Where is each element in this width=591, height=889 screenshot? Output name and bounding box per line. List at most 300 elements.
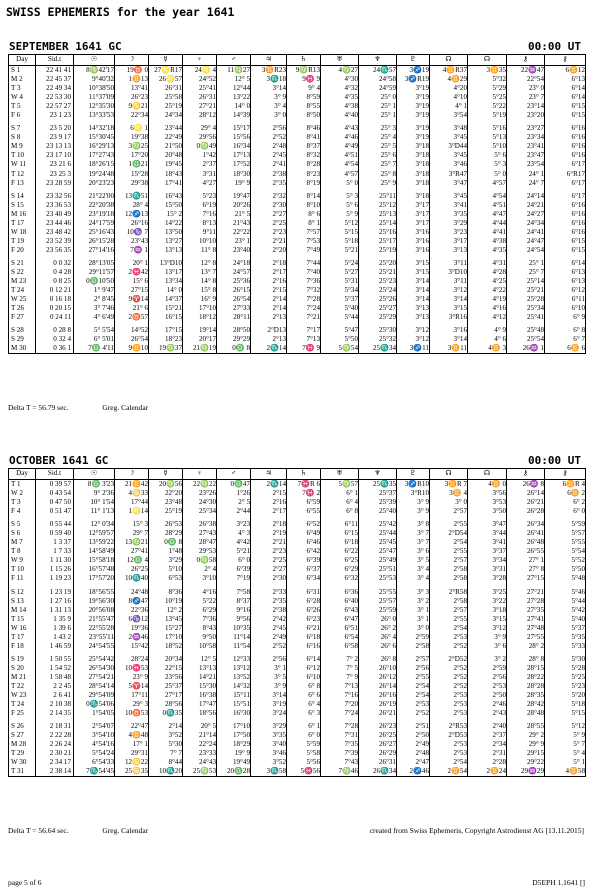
cell-jupiter: 2°18 <box>251 516 287 529</box>
calendar-note: Greg. Calendar <box>102 826 149 835</box>
cell-mercury: 22°20 <box>149 489 183 498</box>
cell-neptune: 25°45 <box>359 538 397 547</box>
cell-moon: 6♌ 1 <box>115 120 149 133</box>
cell-uranus: 7°43 <box>321 758 359 767</box>
cell-jupiter: 3°14 <box>251 84 287 93</box>
cell-saturn: 8°46 <box>287 120 321 133</box>
cell-moon: 21° 6 <box>115 304 149 313</box>
cell-mercury: 5°30 <box>149 740 183 749</box>
cell-jupiter: 2°17 <box>251 268 287 277</box>
cell-ext: 6°16 <box>545 142 586 151</box>
cell-ext: 5°15 <box>545 709 586 718</box>
cell-node-true: 3°47 <box>430 179 468 188</box>
cell-sid: 0 59 40 <box>36 529 74 538</box>
cell-moon: 9♊10 <box>115 344 149 354</box>
cell-venus: 29° 4 <box>183 120 217 133</box>
cell-pluto: 3°19 <box>397 102 430 111</box>
cell-venus: 28°47 <box>183 538 217 547</box>
cell-mars: 14°32 <box>217 682 251 691</box>
cell-node-true: 2°55 <box>430 547 468 556</box>
cell-jupiter: 2°16 <box>251 277 287 286</box>
cell-sid: 2 38 14 <box>36 767 74 777</box>
cell-sid: 1 46 59 <box>36 642 74 651</box>
cell-node-true: 3°11 <box>430 255 468 268</box>
cell-pluto: 3° 4 <box>397 574 430 583</box>
cell-moon: 13°41 <box>115 84 149 93</box>
table-row <box>9 606 586 615</box>
cell-pluto: 3°14 <box>397 295 430 304</box>
cell-jupiter: 2°21 <box>251 538 287 547</box>
cell-mercury: 6°53 <box>149 574 183 583</box>
cell-day: W 18 <box>11 227 27 236</box>
cell-saturn: 6° 1 <box>287 718 321 731</box>
cell-moon: 10♏40 <box>115 574 149 583</box>
cell-mars: 10°35 <box>217 624 251 633</box>
cell-moon: 19°36 <box>115 624 149 633</box>
october-footer <box>8 826 584 835</box>
cell-sun: 8♍42'17 <box>74 66 115 76</box>
column-header-ext: ⚷ <box>545 469 586 480</box>
cell-moon: 15° 6 <box>115 277 149 286</box>
cell-ext: 6♊ 6 <box>545 344 586 354</box>
cell-pluto: 3° 1 <box>397 615 430 624</box>
cell-mercury: 20°34 <box>149 651 183 664</box>
cell-moon: 29°38 <box>115 179 149 188</box>
cell-pluto: 2°49 <box>397 740 430 749</box>
cell-mars: 21° 5 <box>217 210 251 219</box>
cell-sid: 1 43 2 <box>36 633 74 642</box>
cell-venus: 19°14 <box>183 322 217 335</box>
cell-sun: 2°54'07 <box>74 718 115 731</box>
column-header-neptune: ♆ <box>359 469 397 480</box>
cell-ext: 5°18 <box>545 700 586 709</box>
cell-venus: 12° 8 <box>183 255 217 268</box>
cell-sid: 23 21 6 <box>36 160 74 169</box>
cell-pluto: 2°56 <box>397 664 430 673</box>
cell-day: W 23 <box>11 691 27 700</box>
table-row <box>9 673 586 682</box>
cell-node-mean: 3°18 <box>468 606 507 615</box>
column-header-venus: ♀ <box>183 469 217 480</box>
cell-moon: 29°31 <box>115 749 149 758</box>
cell-moon: 22°34 <box>115 111 149 120</box>
cell-sid: 23 36 53 <box>36 201 74 210</box>
cell-uranus: 7°16 <box>321 691 359 700</box>
cell-saturn: 7°40 <box>287 268 321 277</box>
cell-sid: 0 32 4 <box>36 335 74 344</box>
cell-pluto: 3°14 <box>397 286 430 295</box>
cell-saturn: 7°49 <box>287 246 321 255</box>
cell-moon: 4♋33 <box>115 489 149 498</box>
cell-venus: 2° 4 <box>183 565 217 574</box>
cell-uranus: 6°54 <box>321 633 359 642</box>
column-header-pluto: ♇ <box>397 469 430 480</box>
cell-day: T 17 <box>11 218 25 227</box>
cell-mars: 17°10 <box>217 718 251 731</box>
cell-node-true: 2°53 <box>430 749 468 758</box>
cell-node-true: 2°53 <box>430 740 468 749</box>
cell-mercury: 20♍56 <box>149 480 183 490</box>
column-header-mercury: ☿ <box>149 55 183 66</box>
cell-saturn: 6°37 <box>287 565 321 574</box>
cell-mars: 24°18 <box>217 255 251 268</box>
cell-mercury: 23°48 <box>149 498 183 507</box>
cell-uranus: 5°24 <box>321 255 359 268</box>
cell-neptune: 25°11 <box>359 188 397 201</box>
month-title: SEPTEMBER 1641 GC <box>9 40 122 53</box>
cell-sid: 22 41 41 <box>36 66 74 76</box>
cell-saturn: 7♓ 9 <box>287 344 321 354</box>
cell-neptune: 25°39 <box>359 498 397 507</box>
cell-mars: 7°19 <box>217 574 251 583</box>
cell-uranus: 7°31 <box>321 731 359 740</box>
table-row <box>9 133 586 142</box>
cell-neptune: 25°19 <box>359 246 397 255</box>
cell-sid: 1 7 33 <box>36 547 74 556</box>
cell-mars: 17°52 <box>217 160 251 169</box>
cell-chiron: 25°34 <box>507 304 545 313</box>
cell-day: S 1 <box>11 66 21 74</box>
cell-node-true: 4° 1 <box>430 102 468 111</box>
cell-mercury: 25°37 <box>149 682 183 691</box>
cell-chiron: 23°27 <box>507 120 545 133</box>
cell-day: T 31 <box>9 767 36 777</box>
cell-neptune: 25° 6 <box>359 151 397 160</box>
cell-chiron: 28° 8 <box>507 651 545 664</box>
delta-t: Delta T = 56.79 sec. <box>8 403 69 412</box>
cell-chiron: 29° 2 <box>507 731 545 740</box>
cell-jupiter: 2°19 <box>251 529 287 538</box>
cell-ext: 6°15 <box>545 246 586 255</box>
cell-node-true: 3°45 <box>430 133 468 142</box>
cell-chiron: 27°21 <box>507 584 545 597</box>
cell-sid: 0 28 8 <box>36 322 74 335</box>
cell-ext: 6° 0 <box>545 507 586 516</box>
cell-sid: 2 14 35 <box>36 709 74 718</box>
cell-saturn: 5°56 <box>287 758 321 767</box>
column-header-node-mean: ☊ <box>468 469 507 480</box>
cell-venus: 1°42 <box>183 151 217 160</box>
cell-jupiter: 3°19 <box>251 700 287 709</box>
cell-ext: 5°33 <box>545 642 586 651</box>
cell-venus: 27°21 <box>183 102 217 111</box>
cell-sun: 14°58'49 <box>74 547 115 556</box>
cell-moon: 23° 9 <box>115 673 149 682</box>
cell-chiron: 27° 8 <box>507 565 545 574</box>
cell-sid: 22 57 27 <box>36 102 74 111</box>
cell-ext: 6°15 <box>545 111 586 120</box>
cell-sun: 23°19'18 <box>74 210 115 219</box>
cell-uranus: 6°22 <box>321 547 359 556</box>
cell-uranus: 4°38 <box>321 102 359 111</box>
cell-jupiter: 2°45 <box>251 624 287 633</box>
cell-neptune: 25♏35 <box>359 480 397 490</box>
cell-sun: 22°20'38 <box>74 201 115 210</box>
cell-neptune: 25°27 <box>359 304 397 313</box>
cell-venus: 24♌ 4 <box>183 66 217 76</box>
cell-pluto: 3°19 <box>397 93 430 102</box>
column-header-moon: ☽ <box>115 469 149 480</box>
cell-node-mean: 4°19 <box>468 295 507 304</box>
column-header-sun: ☉ <box>74 55 115 66</box>
cell-ext: 6°13 <box>545 75 586 84</box>
column-header-moon: ☽ <box>115 55 149 66</box>
cell-neptune: 26°31 <box>359 758 397 767</box>
cell-jupiter: 2°33 <box>251 584 287 597</box>
cell-node-true: 3°17 <box>430 237 468 246</box>
cell-jupiter: 2°41 <box>251 160 287 169</box>
cell-node-true: 2°54 <box>430 624 468 633</box>
cell-mars: 22°22 <box>217 228 251 237</box>
cell-chiron: 27°15 <box>507 574 545 583</box>
cell-chiron: 24°34 <box>507 219 545 228</box>
cell-chiron: 28° 2 <box>507 642 545 651</box>
table-row <box>9 160 586 169</box>
cell-day: W 11 <box>11 160 27 169</box>
cell-jupiter: 3° 4 <box>251 102 287 111</box>
cell-uranus: 7°35 <box>321 740 359 749</box>
cell-pluto: 3°17 <box>397 210 430 219</box>
cell-node-true: 2°55 <box>430 516 468 529</box>
cell-mars: 25°36 <box>217 277 251 286</box>
cell-saturn: 6°46 <box>287 538 321 547</box>
cell-neptune: 25° 3 <box>359 120 397 133</box>
cell-ext: 5°52 <box>545 556 586 565</box>
cell-mars: 26°54 <box>217 295 251 304</box>
cell-saturn: 5°58 <box>287 749 321 758</box>
cell-venus: 21♍19 <box>183 344 217 354</box>
cell-sid: 23 25 3 <box>36 170 74 179</box>
credit-line: created from Swiss Ephemeris, Copyright Astrodienst AG [13.11.2015] <box>369 826 584 835</box>
cell-saturn: 6° 4 <box>287 700 321 709</box>
cell-jupiter: 2°27 <box>251 210 287 219</box>
cell-ext: 6°17 <box>545 160 586 169</box>
cell-node-true: 2♊54 <box>430 767 468 777</box>
table-row <box>9 749 586 758</box>
cell-saturn: 7♓ 2 <box>287 489 321 498</box>
cell-day: F 27 <box>11 313 24 322</box>
table-row <box>9 565 586 574</box>
cell-ext: 5°12 <box>545 718 586 731</box>
cell-mars: 11°14 <box>217 633 251 642</box>
cell-mars: 21°43 <box>217 219 251 228</box>
cell-venus: 0♍58 <box>183 556 217 565</box>
cell-node-mean: 4°35 <box>468 246 507 255</box>
cell-venus: 21°14 <box>183 731 217 740</box>
cell-sid: 1 3 37 <box>36 538 74 547</box>
cell-node-mean: 4♊ 3 <box>468 344 507 354</box>
cell-moon: 12♋22 <box>115 758 149 767</box>
cell-mercury: 26°53 <box>149 516 183 529</box>
cell-day: T 24 <box>11 700 25 709</box>
cell-sun: 21°22'00 <box>74 188 115 201</box>
cell-sid: 23 32 56 <box>36 188 74 201</box>
cell-pluto: 3° 9 <box>397 498 430 507</box>
cell-uranus: 6°29 <box>321 565 359 574</box>
cell-venus: 0♍49 <box>183 142 217 151</box>
cell-ext: 5°37 <box>545 624 586 633</box>
cell-chiron: 25°14 <box>507 277 545 286</box>
cell-pluto: 3° 7 <box>397 529 430 538</box>
cell-chiron: 26♒ 8 <box>507 480 545 490</box>
cell-neptune: 25°40 <box>359 507 397 516</box>
cell-neptune: 24°58 <box>359 75 397 84</box>
cell-mercury: 22°49 <box>149 133 183 142</box>
cell-ext: 5°54 <box>545 547 586 556</box>
cell-mars: 8°37 <box>217 597 251 606</box>
cell-sun: 20°23'23 <box>74 179 115 188</box>
cell-sun: 5° 5'54 <box>74 322 115 335</box>
cell-sid: 0 47 50 <box>36 498 74 507</box>
cell-moon: 1♌14 <box>115 507 149 516</box>
cell-pluto: 2°52 <box>397 709 430 718</box>
cell-pluto: 2°57 <box>397 651 430 664</box>
cell-mercury: 26♌57 <box>149 75 183 84</box>
cell-neptune: 26°12 <box>359 673 397 682</box>
cell-moon: 4♊48 <box>115 731 149 740</box>
cell-node-mean: 5° 6 <box>468 151 507 160</box>
cell-chiron: 23°34 <box>507 133 545 142</box>
cell-mercury: 18°43 <box>149 170 183 179</box>
cell-mars: 9°56 <box>217 615 251 624</box>
cell-uranus: 4°54 <box>321 160 359 169</box>
cell-day: M 7 <box>11 538 23 547</box>
cell-uranus: 6°15 <box>321 529 359 538</box>
cell-ext: 5°55 <box>545 538 586 547</box>
cell-node-mean: 5°19 <box>468 111 507 120</box>
table-row <box>9 304 586 313</box>
cell-moon: 25♋35 <box>115 767 149 777</box>
table-header-row <box>9 55 586 66</box>
cell-moon: 17° 1 <box>115 740 149 749</box>
cell-neptune: 26°14 <box>359 682 397 691</box>
cell-moon: 28°24 <box>115 651 149 664</box>
cell-node-true: 2°53 <box>430 633 468 642</box>
cell-chiron: 26°34 <box>507 516 545 529</box>
cell-chiron: 25°28 <box>507 295 545 304</box>
cell-neptune: 26° 8 <box>359 651 397 664</box>
cell-mars: 13°52 <box>217 673 251 682</box>
cell-mars: 13°22 <box>217 93 251 102</box>
cell-moon: 7♒ 1 <box>115 246 149 255</box>
cell-node-mean: 5°10 <box>468 142 507 151</box>
cell-sun: 26°15'28 <box>74 237 115 246</box>
cell-neptune: 25°14 <box>359 219 397 228</box>
cell-neptune: 25° 5 <box>359 142 397 151</box>
cell-node-mean: 2°53 <box>468 682 507 691</box>
cell-mercury: 21°50 <box>149 142 183 151</box>
cell-mercury: 5°10 <box>149 565 183 574</box>
cell-sun: 12° 0'34 <box>74 516 115 529</box>
cell-saturn: 6°31 <box>287 584 321 597</box>
cell-jupiter: 3♏58 <box>251 767 287 777</box>
cell-chiron: 22♒47 <box>507 66 545 76</box>
cell-ext: 5°57 <box>545 529 586 538</box>
month-time: 00:00 UT <box>528 40 581 53</box>
cell-node-true: 3°R16 <box>430 313 468 322</box>
cell-chiron: 25°54 <box>507 335 545 344</box>
cell-sun: 17°27'43 <box>74 151 115 160</box>
cell-moon: 24°48 <box>115 584 149 597</box>
cell-moon: 26°54 <box>115 335 149 344</box>
cell-mars: 17°13 <box>217 151 251 160</box>
cell-sun: 21°55'47 <box>74 615 115 624</box>
cell-uranus: 5°50 <box>321 335 359 344</box>
cell-chiron: 26°28 <box>507 507 545 516</box>
cell-sid: 23 48 42 <box>36 228 74 237</box>
cell-day: W 9 <box>11 556 23 565</box>
cell-day: S 8 <box>11 133 21 142</box>
cell-ext: 6°15 <box>545 237 586 246</box>
cell-pluto: 2°51 <box>397 718 430 731</box>
cell-chiron: 25° 7 <box>507 268 545 277</box>
cell-node-true: 2°D52 <box>430 651 468 664</box>
cell-mars: 16°34 <box>217 142 251 151</box>
table-row <box>9 538 586 547</box>
cell-sid: 0 20 15 <box>36 304 74 313</box>
cell-pluto: 3°19 <box>397 111 430 120</box>
cell-day: M 9 <box>11 142 23 151</box>
cell-sid: 1 31 13 <box>36 606 74 615</box>
cell-moon: 21♊42 <box>115 480 149 490</box>
cell-sun: 29°54'09 <box>74 691 115 700</box>
cell-saturn: 6° 6 <box>287 691 321 700</box>
cell-pluto: 3♐R10 <box>397 480 430 490</box>
cell-mars: 27°33 <box>217 304 251 313</box>
cell-jupiter: 3°14 <box>251 691 287 700</box>
cell-neptune: 26°10 <box>359 664 397 673</box>
table-row <box>9 740 586 749</box>
cell-neptune: 25°17 <box>359 237 397 246</box>
cell-mars: 0♎47 <box>217 480 251 490</box>
cell-day: S 29 <box>11 335 24 344</box>
cell-mars: 14° 0 <box>217 102 251 111</box>
cell-sid: 1 15 26 <box>36 565 74 574</box>
cell-uranus: 4°57 <box>321 170 359 179</box>
delta-t: Delta T = 56.64 sec. <box>8 826 69 835</box>
cell-neptune: 25° 1 <box>359 111 397 120</box>
cell-mars: 12°44 <box>217 84 251 93</box>
table-row <box>9 179 586 188</box>
cell-node-true: 3°15 <box>430 304 468 313</box>
cell-pluto: 3♐19 <box>397 66 430 76</box>
cell-ext: 6°16 <box>545 133 586 142</box>
cell-jupiter: 2°20 <box>251 246 287 255</box>
cell-day: F 18 <box>11 641 24 650</box>
cell-mars: 20♎28 <box>217 767 251 777</box>
cell-moon: 23°43 <box>115 237 149 246</box>
cell-neptune: 25♏34 <box>359 344 397 354</box>
cell-ext: 4♊58 <box>545 767 586 777</box>
cell-venus: 10°10 <box>183 237 217 246</box>
cell-sun: 25°54'42 <box>74 651 115 664</box>
cell-sid: 2 34 17 <box>36 758 74 767</box>
cell-sun: 9°40'32 <box>74 75 115 84</box>
cell-node-mean: 3°34 <box>468 556 507 565</box>
cell-mars: 3°23 <box>217 516 251 529</box>
cell-day: M 30 <box>9 344 36 354</box>
cell-mercury: 13°27 <box>149 237 183 246</box>
cell-moon: 15° 3 <box>115 516 149 529</box>
cell-mercury: 0♏35 <box>149 709 183 718</box>
cell-mars: 19° 9 <box>217 179 251 188</box>
cell-neptune: 25°16 <box>359 228 397 237</box>
cell-sun: 28°13'05 <box>74 255 115 268</box>
cell-saturn: 7♓R 6 <box>287 480 321 490</box>
cell-saturn: 7°21 <box>287 313 321 322</box>
column-header-chiron: ⚷ <box>507 55 545 66</box>
cell-sid: 23 56 35 <box>36 246 74 255</box>
